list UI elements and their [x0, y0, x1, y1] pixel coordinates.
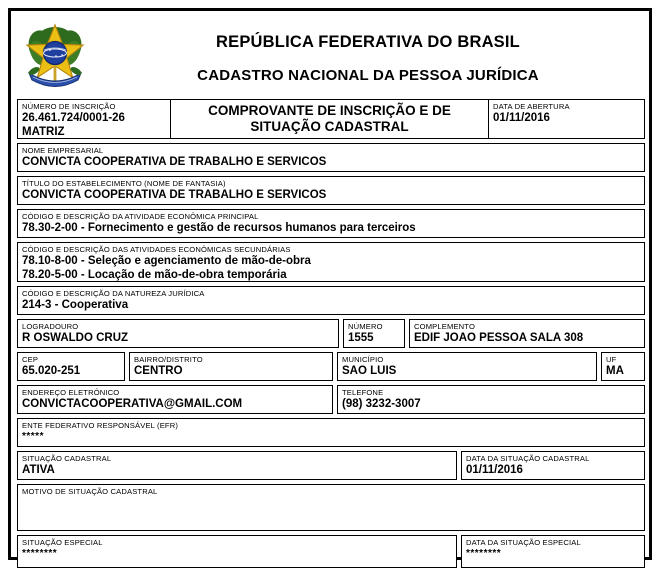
- special-status-row: [17, 535, 645, 568]
- legal-nature-label: CÓDIGO E DESCRIÇÃO DA NATUREZA JURÍDICA: [22, 289, 205, 298]
- inscription-number-label: NÚMERO DE INSCRIÇÃO: [22, 102, 116, 111]
- trade-name-field: [17, 176, 645, 205]
- secondary-activity-value-2: 78.20-5-00 - Locação de mão-de-obra temporária: [22, 269, 287, 281]
- complement-label: COMPLEMENTO: [414, 322, 476, 331]
- special-status-date-value: ********: [466, 548, 502, 559]
- secondary-activity-value-1: 78.10-8-00 - Seleção e agenciamento de mão-de-obra: [22, 255, 311, 267]
- certificate-header-row: [17, 99, 645, 139]
- secondary-activities-row: [17, 242, 645, 282]
- main-activity-row: [17, 209, 645, 238]
- street-field: [17, 319, 339, 348]
- district-value: CENTRO: [134, 365, 183, 377]
- business-name-field: [17, 143, 645, 172]
- special-status-value: ********: [22, 548, 58, 559]
- business-name-value: CONVICTA COOPERATIVA DE TRABALHO E SERVICOS: [22, 156, 327, 168]
- state-value: MA: [606, 365, 624, 377]
- street-value: R OSWALDO CRUZ: [22, 332, 129, 344]
- state-label: UF: [606, 355, 617, 364]
- address-row: [17, 319, 645, 348]
- complement-field: [409, 319, 645, 348]
- district-label: BAIRRO/DISTRITO: [134, 355, 203, 364]
- opening-date-value: 01/11/2016: [493, 112, 550, 124]
- country-title: REPÚBLICA FEDERATIVA DO BRASIL: [216, 33, 520, 51]
- registration-status-date-label: DATA DA SITUAÇÃO CADASTRAL: [466, 454, 590, 463]
- street-number-label: NÚMERO: [348, 322, 383, 331]
- main-activity-label: CÓDIGO E DESCRIÇÃO DA ATIVIDADE ECONÔMICA PRINCIPAL: [22, 212, 259, 221]
- efr-field: [17, 418, 645, 447]
- email-value: CONVICTACOOPERATIVA@GMAIL.COM: [22, 398, 243, 410]
- registration-status-row: [17, 451, 645, 480]
- efr-label: ENTE FEDERATIVO RESPONSÁVEL (EFR): [22, 421, 179, 430]
- registration-status-field: [17, 451, 457, 480]
- locality-row: [17, 352, 645, 381]
- status-reason-row: [17, 484, 645, 531]
- special-status-label: SITUAÇÃO ESPECIAL: [22, 538, 103, 547]
- registration-status-date-field: [461, 451, 645, 480]
- opening-date-field: [489, 100, 644, 138]
- brazil-coat-of-arms-icon: [25, 19, 85, 91]
- document-masthead: [17, 15, 645, 99]
- trade-name-value: CONVICTA COOPERATIVA DE TRABALHO E SERVICOS: [22, 189, 327, 201]
- zip-label: CEP: [22, 355, 39, 364]
- legal-nature-value: 214-3 - Cooperativa: [22, 299, 129, 311]
- inscription-type-value: MATRIZ: [22, 126, 65, 138]
- business-name-row: [17, 143, 645, 172]
- street-label: LOGRADOURO: [22, 322, 79, 331]
- trade-name-row: [17, 176, 645, 205]
- phone-label: TELEFONE: [342, 388, 384, 397]
- email-field: [17, 385, 333, 414]
- zip-field: [17, 352, 125, 381]
- trade-name-label: TÍTULO DO ESTABELECIMENTO (NOME DE FANTASIA): [22, 179, 226, 188]
- secondary-activities-field: [17, 242, 645, 282]
- status-reason-field: [17, 484, 645, 531]
- inscription-number-field: [18, 100, 171, 138]
- city-label: MUNICÍPIO: [342, 355, 384, 364]
- certificate-title-field: [171, 100, 489, 138]
- main-activity-value: 78.30-2-00 - Fornecimento e gestão de recursos humanos para terceiros: [22, 222, 416, 234]
- special-status-date-label: DATA DA SITUAÇÃO ESPECIAL: [466, 538, 581, 547]
- city-field: [337, 352, 597, 381]
- main-activity-field: [17, 209, 645, 238]
- complement-value: EDIF JOAO PESSOA SALA 308: [414, 332, 584, 344]
- district-field: [129, 352, 333, 381]
- contact-row: [17, 385, 645, 414]
- zip-value: 65.020-251: [22, 365, 81, 377]
- phone-field: [337, 385, 645, 414]
- legal-nature-row: [17, 286, 645, 315]
- street-number-value: 1555: [348, 332, 374, 344]
- registration-status-value: ATIVA: [22, 464, 55, 476]
- efr-row: [17, 418, 645, 447]
- cnpj-certificate-document: [8, 8, 652, 560]
- special-status-date-field: [461, 535, 645, 568]
- status-reason-label: MOTIVO DE SITUAÇÃO CADASTRAL: [22, 487, 158, 496]
- registry-title: CADASTRO NACIONAL DA PESSOA JURÍDICA: [197, 67, 539, 84]
- secondary-activities-label: CÓDIGO E DESCRIÇÃO DAS ATIVIDADES ECONÔMICAS SECUNDÁRIAS: [22, 245, 291, 254]
- legal-nature-field: [17, 286, 645, 315]
- city-value: SAO LUIS: [342, 365, 397, 377]
- state-field: [601, 352, 645, 381]
- efr-value: *****: [22, 431, 44, 442]
- registration-status-label: SITUAÇÃO CADASTRAL: [22, 454, 112, 463]
- inscription-number-value: 26.461.724/0001-26: [22, 112, 125, 124]
- email-label: ENDEREÇO ELETRÔNICO: [22, 388, 120, 397]
- opening-date-label: DATA DE ABERTURA: [493, 102, 570, 111]
- registration-status-date-value: 01/11/2016: [466, 464, 523, 476]
- business-name-label: NOME EMPRESARIAL: [22, 146, 104, 155]
- street-number-field: [343, 319, 405, 348]
- certificate-title: COMPROVANTE DE INSCRIÇÃO E DE SITUAÇÃO CADASTRAL: [208, 103, 451, 134]
- phone-value: (98) 3232-3007: [342, 398, 421, 410]
- special-status-field: [17, 535, 457, 568]
